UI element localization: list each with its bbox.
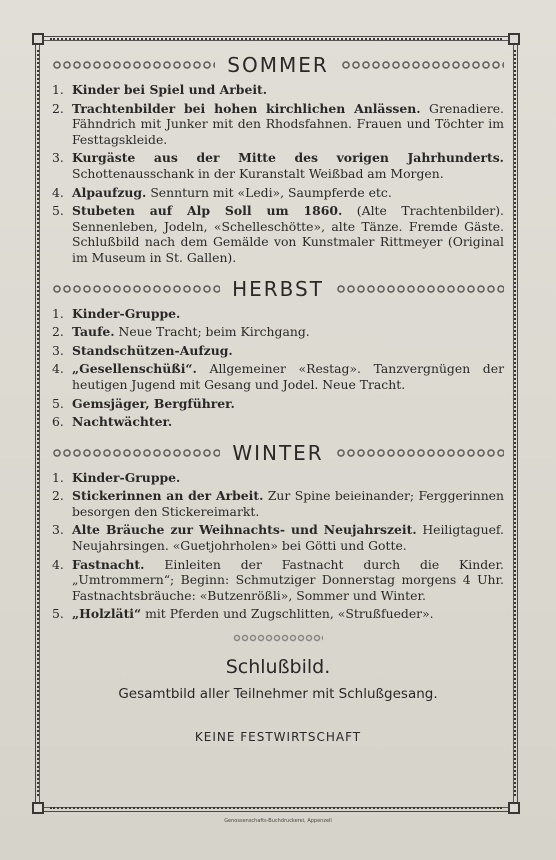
item-number: 1. [52, 469, 64, 485]
sommer-list [52, 82, 504, 266]
corner-ornament-br [508, 802, 520, 814]
corner-ornament-tl [32, 33, 44, 45]
herbst-item [52, 306, 504, 322]
item-number: 5. [52, 606, 64, 622]
item-title: Trachtenbilder bei hohen kirchlichen Anlässen. [72, 100, 421, 116]
herbst-item [52, 414, 504, 430]
item-title: Fastnacht. [72, 556, 145, 572]
item-title: Gemsjäger, Bergführer. [72, 395, 235, 411]
herbst-item [52, 324, 504, 340]
item-number: 4. [52, 361, 64, 377]
item-number: 4. [52, 556, 64, 572]
item-number: 2. [52, 100, 64, 116]
item-title: „Holzläti“ [72, 606, 142, 622]
item-number: 1. [52, 82, 64, 97]
item-title: Kurgäste aus der Mitte des vorigen Jahrhunderts. [72, 150, 504, 166]
ornament-right [341, 60, 504, 70]
border-dots-right [514, 50, 516, 796]
final-title: Schlußbild. [225, 656, 331, 679]
item-title: Alpaufzug. [72, 184, 147, 200]
herbst-item [52, 396, 504, 412]
item-number: 5. [52, 395, 64, 411]
corner-ornament-tr [508, 33, 520, 45]
border-dots-bottom [50, 807, 502, 809]
ornament-right [336, 284, 504, 294]
item-text: mit Pferden und Zugschlitten, «Strußfueder». [141, 606, 434, 622]
item-number: 4. [52, 184, 64, 200]
ornament-left [52, 284, 220, 294]
ornament-right [336, 448, 504, 458]
winter-title: WINTER [232, 440, 324, 465]
item-number: 2. [52, 324, 64, 340]
sommer-item [52, 150, 504, 181]
divider-ornament [233, 634, 323, 642]
winter-item [52, 557, 504, 604]
sommer-item [52, 82, 504, 98]
item-text: (Alte Trachtenbilder). Sennenleben, Jodeln, «Schelleschötte», alte Tänze. Fremde Gäste. Schlußbild nach dem Gemälde von Kunstmaler Rittmeyer (Original im Museum in St. Gallen). [72, 203, 504, 265]
item-number: 3. [52, 522, 64, 538]
sommer-header [52, 48, 504, 82]
item-text: Schottenausschank in der Kuranstalt Weißbad am Morgen. [72, 165, 444, 181]
item-title: Alte Bräuche zur Weihnachts- und Neujahrszeit. [72, 522, 417, 538]
item-title: Nachtwächter. [72, 414, 173, 430]
winter-list [52, 470, 504, 622]
item-text: Zur Spine beieinander; Ferggerinnen besorgen den Stickereimarkt. [72, 488, 504, 519]
item-text: Sennturn mit «Ledi», Saumpferde etc. [146, 184, 392, 200]
final-subtitle: Gesamtbild aller Teilnehmer mit Schlußgesang. [118, 686, 438, 703]
corner-ornament-bl [32, 802, 44, 814]
item-number: 2. [52, 488, 64, 504]
item-text: Neue Tracht; beim Kirchgang. [114, 324, 310, 340]
herbst-header [52, 272, 504, 306]
item-text: Allgemeiner «Restag». Tanzvergnügen der heutigen Jugend mit Gesang und Jodel. Neue Tracht. [72, 361, 504, 392]
winter-item [52, 606, 504, 622]
sommer-item [52, 203, 504, 265]
winter-item [52, 488, 504, 519]
winter-header [52, 436, 504, 470]
ornament-left [52, 60, 215, 70]
festwirtschaft-note: KEINE FESTWIRTSCHAFT [194, 730, 362, 745]
item-number: 3. [52, 342, 64, 358]
item-number: 1. [52, 305, 64, 321]
printer-credit: Genossenschafts-Buchdruckerei, Appenzell [224, 818, 332, 824]
winter-item [52, 522, 504, 553]
ornament-left [52, 448, 220, 458]
item-title: Kinder-Gruppe. [72, 469, 181, 485]
herbst-title: HERBST [232, 276, 324, 301]
program-content [52, 48, 504, 744]
winter-item [52, 470, 504, 486]
item-number: 6. [52, 414, 64, 430]
item-text: Grenadiere. Fähndrich mit Junker mit den Rhodsfahnen. Frauen und Töchter im Festtagskleide. [72, 100, 504, 147]
item-title: „Gesellenschüßi“. [72, 361, 197, 377]
item-text: Einleiten der Fastnacht durch die Kinder. „Umtrommern“; Beginn: Schmutziger Donnerstag morgens 4 Uhr. Fastnachtsbräuche: «Butzenrößli», Sommer und Winter. [72, 556, 504, 603]
border-dots-top [50, 38, 502, 40]
item-title: Stickerinnen an der Arbeit. [72, 488, 264, 504]
herbst-item [52, 361, 504, 392]
item-title: Taufe. [72, 324, 115, 340]
item-title: Standschützen-Aufzug. [72, 342, 233, 358]
item-title: Kinder bei Spiel und Arbeit. [72, 82, 268, 97]
item-number: 5. [52, 203, 64, 219]
herbst-list [52, 306, 504, 430]
item-text: Heiligtaguef. Neujahrsingen. «Guetjohrholen» bei Götti und Gotte. [72, 522, 504, 554]
sommer-item [52, 101, 504, 148]
item-title: Kinder-Gruppe. [72, 305, 181, 321]
border-dots-left [37, 50, 39, 796]
sommer-title: SOMMER [227, 53, 329, 77]
herbst-item [52, 343, 504, 359]
sommer-item [52, 185, 504, 201]
item-number: 3. [52, 150, 64, 166]
item-title: Stubeten auf Alp Soll um 1860. [72, 203, 343, 219]
